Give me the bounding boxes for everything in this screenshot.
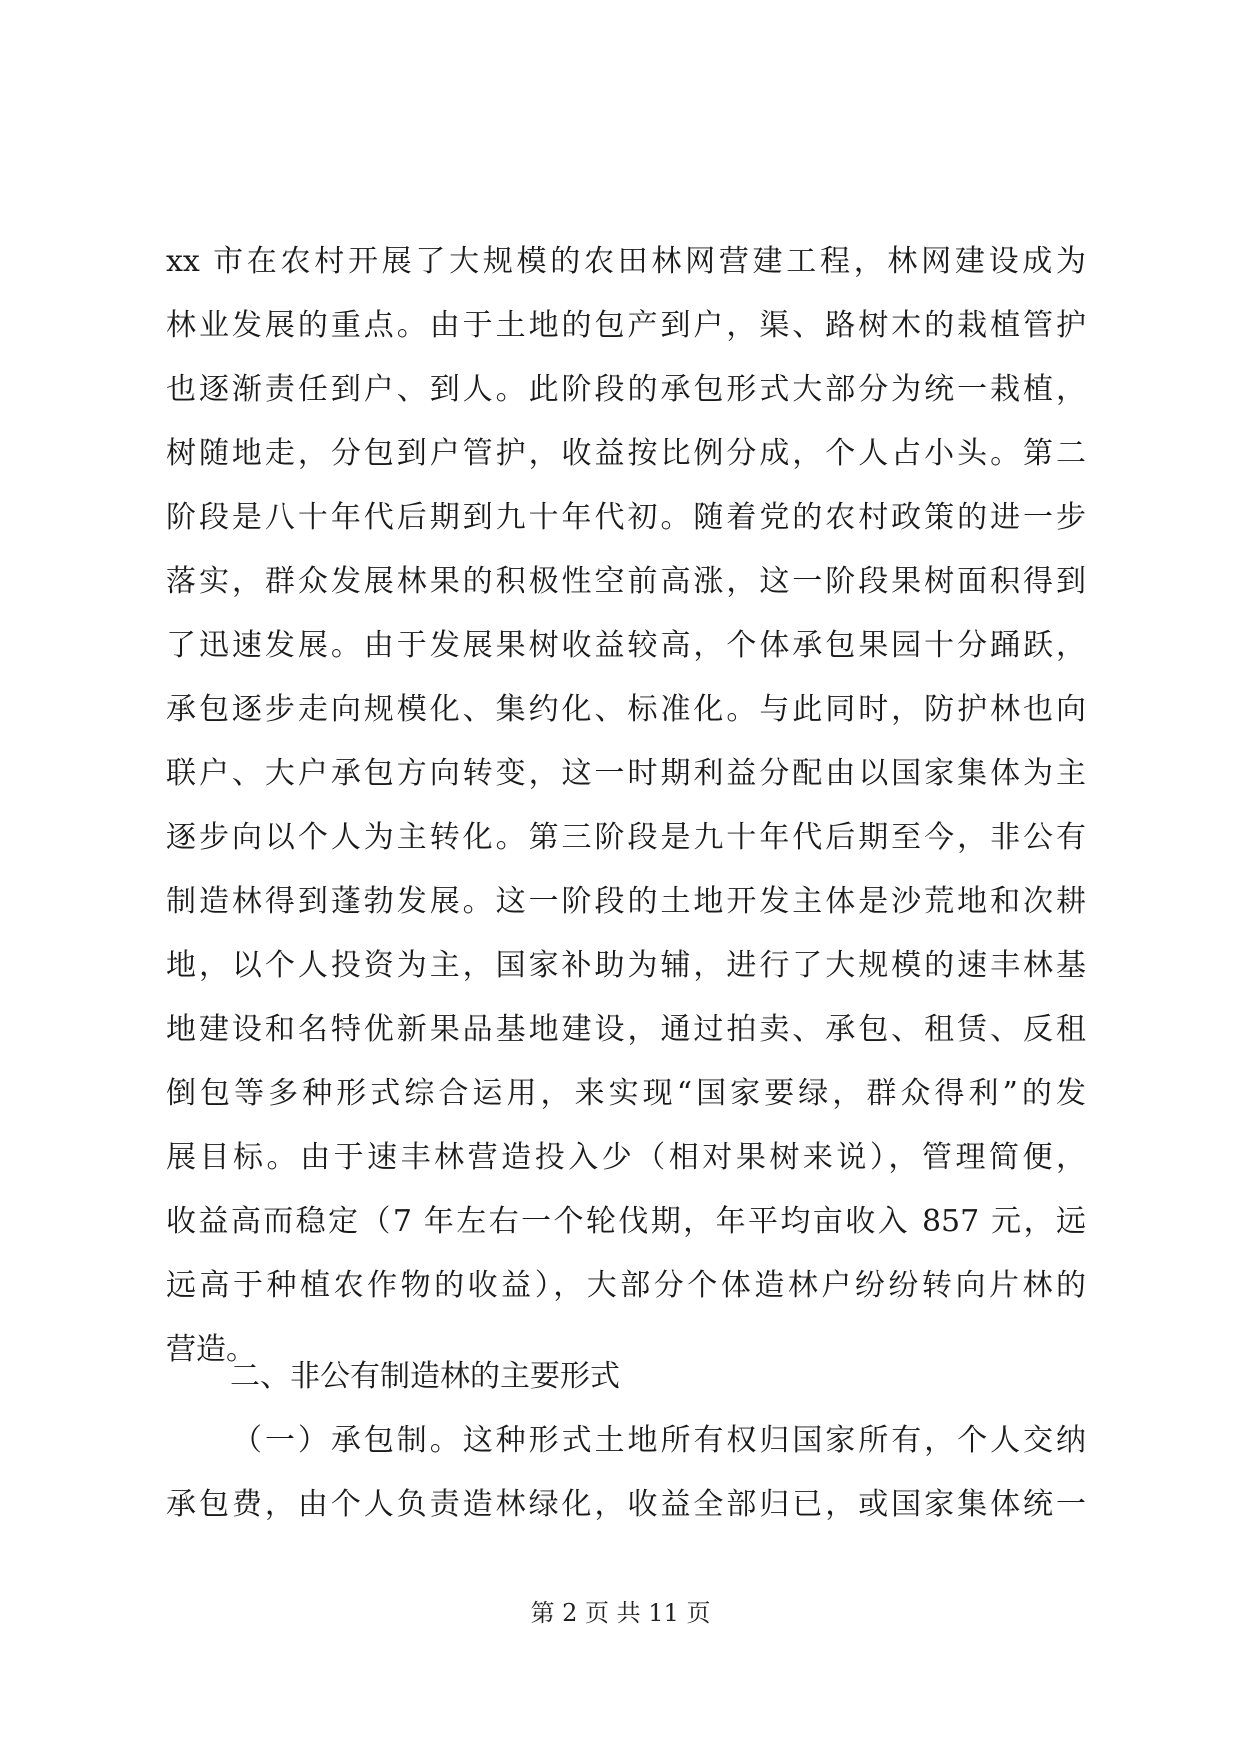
text-line: （一）承包制。这种形式土地所有权归国家所有，个人交纳 (232, 1423, 1086, 1458)
text-line: xx 市在农村开展了大规模的农田林网营建工程，林网建设成为 (166, 244, 1086, 279)
text-line: 营造。 (166, 1332, 256, 1367)
text-line: 承包费，由个人负责造林绿化，收益全部归已，或国家集体统一 (166, 1487, 1086, 1522)
text-line: 展目标。由于速丰林营造投入少（相对果树来说），管理简便， (166, 1140, 1086, 1175)
text-line: 落实，群众发展林果的积极性空前高涨，这一阶段果树面积得到 (166, 564, 1086, 599)
text-line: 阶段是八十年代后期到九十年代初。随着党的农村政策的进一步 (166, 500, 1086, 535)
section-heading: 二、非公有制造林的主要形式 (230, 1359, 620, 1394)
page-number-footer: 第 2 页 共 11 页 (530, 1599, 711, 1627)
text-line: 林业发展的重点。由于土地的包产到户，渠、路树木的栽植管护 (166, 308, 1086, 343)
text-line: 远高于种植农作物的收益），大部分个体造林户纷纷转向片林的 (166, 1268, 1086, 1303)
text-line: 地建设和名特优新果品基地建设，通过拍卖、承包、租赁、反租 (166, 1012, 1086, 1047)
text-line: 倒包等多种形式综合运用，来实现“国家要绿，群众得利”的发 (166, 1076, 1086, 1111)
text-line: 承包逐步走向规模化、集约化、标准化。与此同时，防护林也向 (166, 692, 1086, 727)
paragraph-forestry-stages (166, 230, 1086, 1382)
text-line: 联户、大户承包方向转变，这一时期利益分配由以国家集体为主 (166, 756, 1086, 791)
text-line: 逐步向以个人为主转化。第三阶段是九十年代后期至今，非公有 (166, 820, 1086, 855)
text-line: 收益高而稳定（7 年左右一个轮伐期，年平均亩收入 857 元，远 (166, 1204, 1086, 1239)
paragraph-contract-system (166, 1409, 1086, 1537)
text-line: 了迅速发展。由于发展果树收益较高，个体承包果园十分踊跃， (166, 628, 1086, 663)
text-line: 树随地走，分包到户管护，收益按比例分成，个人占小头。第二 (166, 436, 1086, 471)
text-line: 制造林得到蓬勃发展。这一阶段的土地开发主体是沙荒地和次耕 (166, 884, 1086, 919)
text-line: 也逐渐责任到户、到人。此阶段的承包形式大部分为统一栽植， (166, 372, 1086, 407)
text-line: 地，以个人投资为主，国家补助为辅，进行了大规模的速丰林基 (166, 948, 1086, 983)
